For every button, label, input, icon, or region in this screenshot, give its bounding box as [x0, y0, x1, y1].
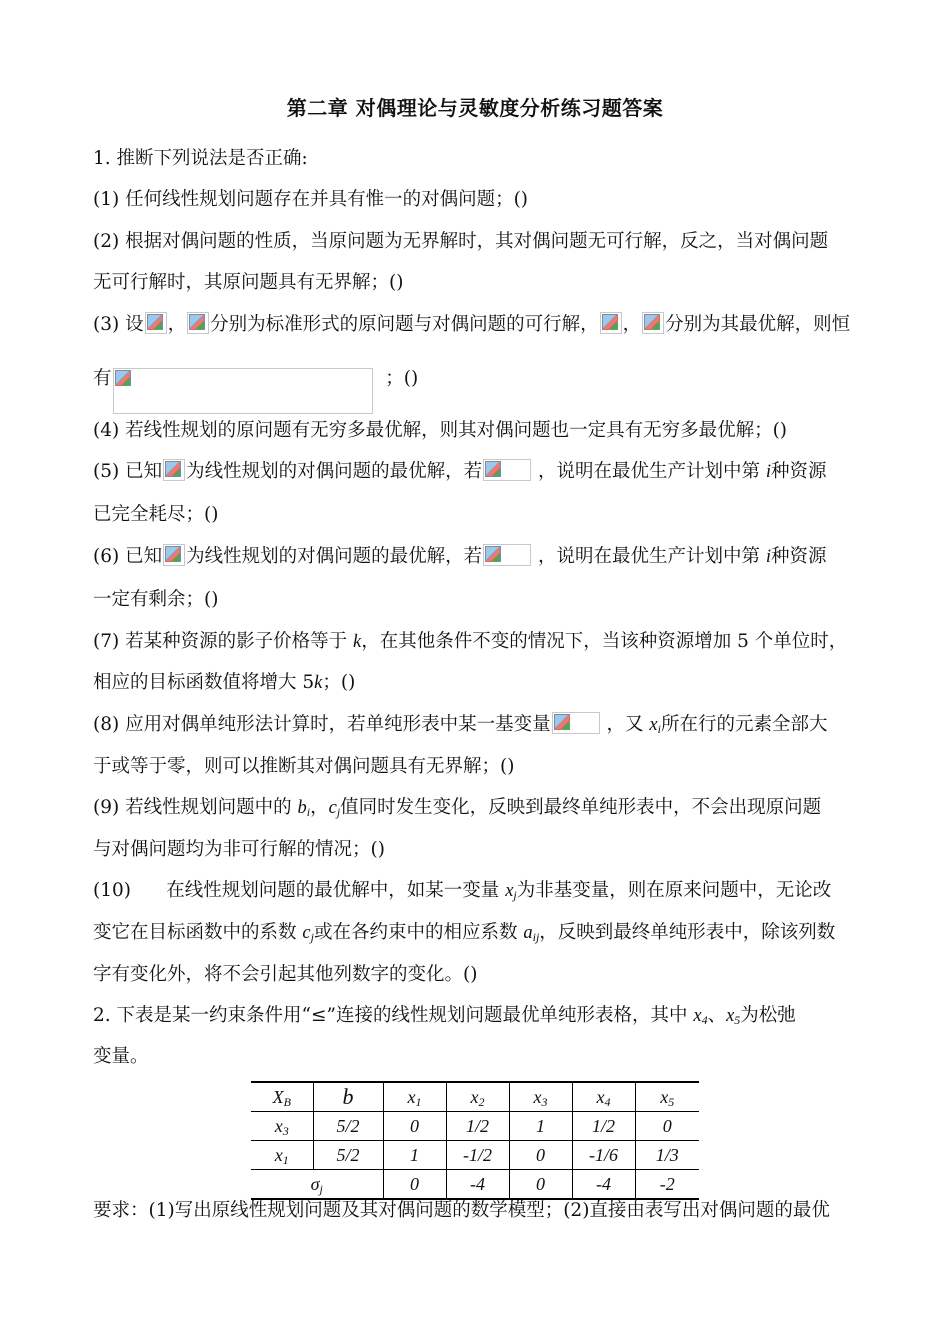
table-cell: 0	[509, 1170, 572, 1200]
q1-item-7: (7) 若某种资源的影子价格等于 k，在其他条件不变的情况下，当该种资源增加 5 个单位时，	[93, 631, 848, 652]
table-cell: 0	[635, 1112, 699, 1141]
table-row	[251, 1112, 699, 1141]
image-placeholder-icon	[113, 368, 373, 414]
page-title: 第二章 对偶理论与灵敏度分析练习题答案	[286, 96, 664, 120]
simplex-table	[251, 1081, 699, 1200]
q1-item-3: (3) 设 ， 分别为标准形式的原问题与对偶问题的可行解， ， 分别为其最优解，则恒	[93, 314, 851, 335]
q1-item-10-cont: 变它在目标函数中的系数 $c_j$或在各约束中的相应系数 $a_{ij}$，反映到最终单纯形表中，除该列数	[93, 922, 836, 944]
table-cell: -4	[446, 1170, 509, 1200]
q1-item-7-cont: 相应的目标函数值将增大 5k；()	[93, 672, 356, 693]
table-row	[251, 1141, 699, 1170]
image-placeholder-icon	[600, 312, 622, 334]
table-cell: 1/2	[446, 1112, 509, 1141]
table-header-cell: b	[313, 1082, 383, 1112]
table-cell: 1	[383, 1141, 446, 1170]
q1-item-8-cont: 于或等于零，则可以推断其对偶问题具有无界解；()	[93, 756, 515, 777]
table-header-cell: $x_4$	[572, 1082, 635, 1112]
table-cell: 0	[509, 1141, 572, 1170]
table-header-cell: $X_B$	[251, 1082, 313, 1112]
table-cell: 0	[383, 1170, 446, 1200]
table-cell: -1/6	[572, 1141, 635, 1170]
table-cell: 5/2	[313, 1141, 383, 1170]
table-cell: -1/2	[446, 1141, 509, 1170]
table-cell: $x_1$	[251, 1141, 313, 1170]
q1-item-6: (6) 已知 为线性规划的对偶问题的最优解，若 ，说明在最优生产计划中第 i种资源	[93, 546, 827, 567]
table-header-cell: $x_2$	[446, 1082, 509, 1112]
table-cell: $\sigma_j$	[251, 1170, 383, 1200]
image-placeholder-icon	[642, 312, 664, 334]
image-placeholder-icon	[552, 712, 600, 734]
table-header-cell: $x_3$	[509, 1082, 572, 1112]
table-cell: 1/2	[572, 1112, 635, 1141]
q1-item-10: (10) 在线性规划问题的最优解中，如某一变量 $x_j$为非基变量，则在原来问题中，无论改	[93, 880, 832, 902]
q1-item-2: (2) 根据对偶问题的性质，当原问题为无界解时，其对偶问题无可行解，反之，当对偶问题	[93, 231, 829, 252]
q1-item-5: (5) 已知 为线性规划的对偶问题的最优解，若 ，说明在最优生产计划中第 i种资源	[93, 461, 827, 482]
q1-item-5-cont: 已完全耗尽；()	[93, 504, 219, 525]
q1-item-8: (8) 应用对偶单纯形法计算时，若单纯形表中某一基变量 ，又 $x_i$所在行的元素全部大	[93, 714, 828, 736]
table-sigma-row	[251, 1170, 699, 1200]
table-cell: -4	[572, 1170, 635, 1200]
q2-requirements: 要求：(1)写出原线性规划问题及其对偶问题的数学模型；(2)直接由表写出对偶问题的最优	[93, 1200, 830, 1221]
table-cell: -2	[635, 1170, 699, 1200]
q1-heading: 1. 推断下列说法是否正确:	[93, 148, 308, 169]
table-cell: $x_3$	[251, 1112, 313, 1141]
q1-item-9: (9) 若线性规划问题中的 $b_i$，$c_j$值同时发生变化，反映到最终单纯形表中，不会出现原问题	[93, 797, 822, 819]
q1-item-10-cont2: 字有变化外，将不会引起其他列数字的变化。()	[93, 964, 478, 985]
table-cell: 5/2	[313, 1112, 383, 1141]
image-placeholder-icon	[163, 544, 185, 566]
image-placeholder-icon	[145, 312, 167, 334]
q1-item-3-cont: 有 ；()	[93, 366, 418, 414]
table-header-cell: $x_5$	[635, 1082, 699, 1112]
q1-item-2-cont: 无可行解时，其原问题具有无界解；()	[93, 272, 404, 293]
table-cell: 0	[383, 1112, 446, 1141]
image-placeholder-icon	[187, 312, 209, 334]
table-cell: 1/3	[635, 1141, 699, 1170]
q1-item-1: (1) 任何线性规划问题存在并具有惟一的对偶问题；()	[93, 189, 529, 210]
table-header-row	[251, 1082, 699, 1112]
image-placeholder-icon	[483, 544, 531, 566]
table-header-cell: $x_1$	[383, 1082, 446, 1112]
q2-text: 2. 下表是某一约束条件用“≤”连接的线性规划问题最优单纯形表格，其中 $x_4$、$x_5$为松弛	[93, 1005, 796, 1027]
image-placeholder-icon	[483, 459, 531, 481]
q1-item-6-cont: 一定有剩余；()	[93, 589, 219, 610]
q2-text-cont: 变量。	[93, 1046, 149, 1067]
q1-item-4: (4) 若线性规划的原问题有无穷多最优解，则其对偶问题也一定具有无穷多最优解；()	[93, 420, 788, 441]
q1-item-9-cont: 与对偶问题均为非可行解的情况；()	[93, 839, 385, 860]
table-cell: 1	[509, 1112, 572, 1141]
image-placeholder-icon	[163, 459, 185, 481]
